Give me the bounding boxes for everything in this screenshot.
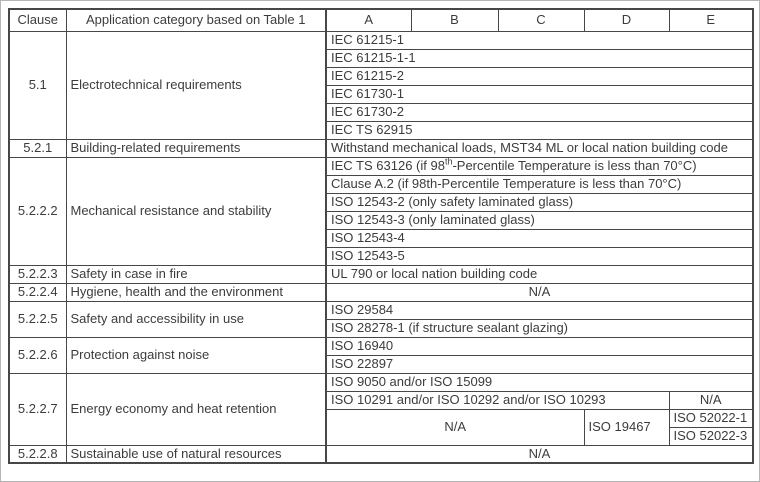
header-col-e: E (669, 9, 753, 31)
standard-cell: ISO 10291 and/or ISO 10292 and/or ISO 10293 (326, 391, 669, 409)
standard-cell: IEC 61215-1 (326, 31, 753, 49)
clause-cell: 5.2.2.7 (9, 373, 66, 445)
table-row (9, 31, 753, 49)
header-col-b: B (411, 9, 498, 31)
standard-cell (326, 157, 753, 175)
standard-cell: ISO 16940 (326, 337, 753, 355)
na-cell: N/A (669, 391, 753, 409)
table-row (9, 139, 753, 157)
standard-cell: ISO 12543-5 (326, 247, 753, 265)
standard-cell: Clause A.2 (if 98th-Percentile Temperature is less than 70°C) (326, 175, 753, 193)
na-cell: N/A (326, 283, 753, 301)
category-cell: Protection against noise (66, 337, 326, 373)
standard-cell: ISO 9050 and/or ISO 15099 (326, 373, 753, 391)
standard-cell: ISO 22897 (326, 355, 753, 373)
table-row (9, 283, 753, 301)
standard-cell: IEC 61215-2 (326, 67, 753, 85)
requirements-table (8, 8, 754, 464)
clause-cell: 5.2.2.4 (9, 283, 66, 301)
table-row (9, 265, 753, 283)
standard-cell: IEC 61730-2 (326, 103, 753, 121)
clause-cell: 5.2.2.5 (9, 301, 66, 337)
table-row (9, 337, 753, 355)
header-col-c: C (498, 9, 584, 31)
standard-cell: ISO 19467 (584, 409, 669, 445)
category-cell: Building-related requirements (66, 139, 326, 157)
clause-cell: 5.1 (9, 31, 66, 139)
clause-cell: 5.2.2.6 (9, 337, 66, 373)
standard-cell: UL 790 or local nation building code (326, 265, 753, 283)
category-cell: Hygiene, health and the environment (66, 283, 326, 301)
standard-cell: Withstand mechanical loads, MST34 ML or local nation building code (326, 139, 753, 157)
superscript-th: th (444, 157, 453, 167)
standard-cell: IEC 61215-1-1 (326, 49, 753, 67)
standard-cell: IEC 61730-1 (326, 85, 753, 103)
na-cell: N/A (326, 409, 584, 445)
header-col-d: D (584, 9, 669, 31)
standard-text-post: -Percentile Temperature is less than 70°C) (452, 158, 697, 173)
clause-cell: 5.2.2.3 (9, 265, 66, 283)
clause-cell: 5.2.2.8 (9, 445, 66, 463)
table-row (9, 301, 753, 319)
table-row (9, 373, 753, 391)
standard-cell: ISO 12543-4 (326, 229, 753, 247)
standard-cell: ISO 52022-1 (669, 409, 753, 427)
standard-text-pre: IEC TS 63126 (if 98 (331, 158, 445, 173)
header-row (9, 9, 753, 31)
category-cell: Mechanical resistance and stability (66, 157, 326, 265)
na-cell: N/A (326, 445, 753, 463)
category-cell: Electrotechnical requirements (66, 31, 326, 139)
category-cell: Safety and accessibility in use (66, 301, 326, 337)
category-cell: Sustainable use of natural resources (66, 445, 326, 463)
standard-cell: ISO 12543-2 (only safety laminated glass) (326, 193, 753, 211)
category-cell: Energy economy and heat retention (66, 373, 326, 445)
table-row (9, 445, 753, 463)
standard-cell: ISO 29584 (326, 301, 753, 319)
clause-cell: 5.2.2.2 (9, 157, 66, 265)
header-clause: Clause (9, 9, 66, 31)
header-col-a: A (326, 9, 411, 31)
standard-cell: ISO 12543-3 (only laminated glass) (326, 211, 753, 229)
table-row (9, 157, 753, 175)
header-category: Application category based on Table 1 (66, 9, 326, 31)
clause-cell: 5.2.1 (9, 139, 66, 157)
category-cell: Safety in case in fire (66, 265, 326, 283)
standard-cell: ISO 52022-3 (669, 427, 753, 445)
standard-cell: IEC TS 62915 (326, 121, 753, 139)
standard-cell: ISO 28278-1 (if structure sealant glazing) (326, 319, 753, 337)
